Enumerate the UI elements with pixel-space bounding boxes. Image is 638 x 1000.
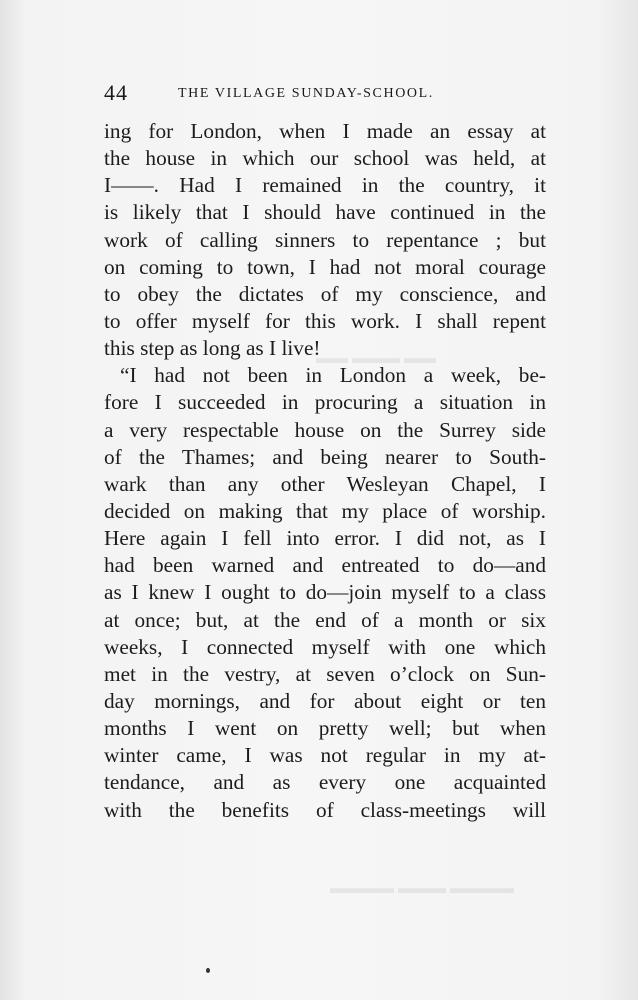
text-line: the house in which our school was held, at: [104, 146, 546, 171]
text-line: on coming to town, I had not moral courage: [104, 254, 546, 279]
text-line: with the benefits of class-meetings will: [104, 797, 546, 822]
text-line: winter came, I was not regular in my at-: [104, 743, 546, 768]
text-line: I——. Had I remained in the country, it: [104, 173, 546, 198]
text-line: met in the vestry, at seven o’clock on Sun-: [104, 661, 546, 686]
text-line: a very respectable house on the Surrey side: [104, 417, 546, 442]
text-line: weeks, I connected myself with one which: [104, 634, 546, 659]
text-line: ing for London, when I made an essay at: [104, 119, 546, 143]
text-line: is likely that I should have continued in the: [104, 200, 546, 225]
text-line: fore I succeeded in procuring a situation in: [104, 390, 546, 415]
text-line: work of calling sinners to repentance ; but: [104, 227, 546, 252]
text-line: at once; but, at the end of a month or six: [104, 607, 546, 632]
text-line: tendance, and as every one acquainted: [104, 770, 546, 795]
text-line: to offer myself for this work. I shall repent: [104, 308, 546, 333]
text-line: wark than any other Wesleyan Chapel, I: [104, 471, 546, 496]
paragraph-start-line: “I had not been in London a week, be-: [120, 363, 546, 388]
text-line: as I knew I ought to do—join myself to a class: [104, 580, 546, 605]
bleed-through-decoration: ▬▬▬▬ ▬▬▬ ▬▬▬▬: [330, 880, 514, 897]
running-head: [104, 80, 548, 104]
text-line: of the Thames; and being nearer to South-: [104, 444, 546, 469]
text-line: Here again I fell into error. I did not, as I: [104, 526, 546, 551]
text-line: decided on making that my place of worship.: [104, 498, 546, 523]
bleed-through-decoration: ▬▬ ▬▬▬ ▬▬: [316, 350, 436, 367]
page-number: 44: [104, 80, 128, 105]
paragraph-end-line: this step as long as I live!: [104, 336, 321, 361]
ink-speck: [206, 968, 210, 973]
running-title: THE VILLAGE SUNDAY-SCHOOL.: [178, 86, 434, 101]
text-line: day mornings, and for about eight or ten: [104, 688, 546, 713]
text-line: to obey the dictates of my conscience, and: [104, 281, 546, 306]
body-text: [104, 118, 546, 824]
text-line: had been warned and entreated to do—and: [104, 553, 546, 578]
text-line: months I went on pretty well; but when: [104, 716, 546, 741]
